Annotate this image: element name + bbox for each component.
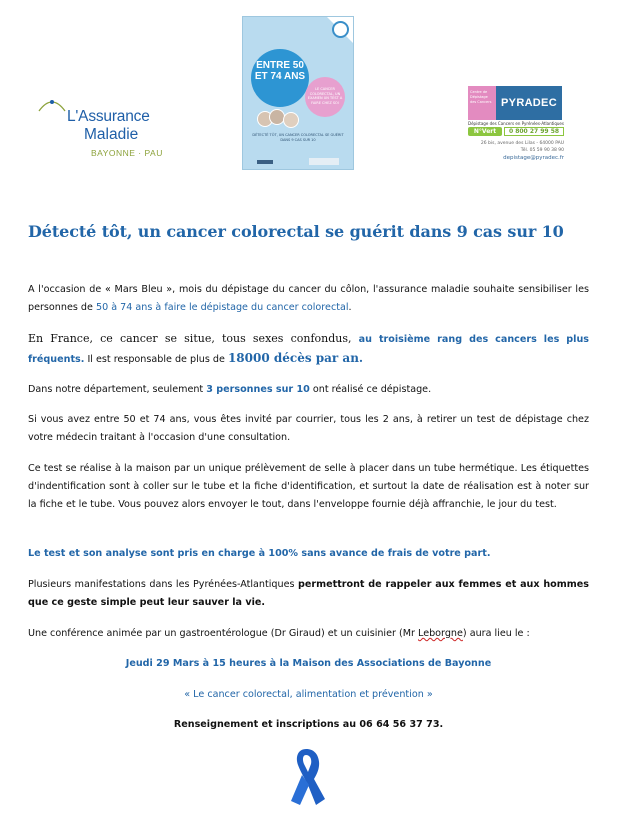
p3-text-c: ont réalisé ce dépistage. (309, 384, 432, 395)
pyradec-side-box: Centre de Dépistage des Cancers (468, 86, 496, 120)
p8-text-a: Une conférence animée par un gastroentérologue (Dr Giraud) et un cuisinier (Mr (28, 628, 419, 639)
brochure-logo-icon (332, 21, 349, 38)
pyradec-numero-vert (468, 127, 564, 136)
brochure-image (242, 16, 354, 170)
paragraph-department (28, 381, 589, 399)
pyradec-email: depistage@pyradec.fr (503, 155, 564, 161)
page-title: Détecté tôt, un cancer colorectal se guérit dans 9 cas sur 10 (28, 222, 564, 241)
paragraph-france-rank (28, 330, 589, 369)
logo-arc-icon (35, 95, 69, 113)
pyradec-subtitle: Dépistage des Cancers en Pyrénées-Atlantiques (468, 121, 564, 126)
am-logo-line2: Maladie (84, 126, 139, 143)
p2-text-c: Il est responsable de plus de (84, 354, 228, 365)
paragraph-mars-bleu (28, 281, 589, 317)
numero-vert-label: N°Vert (468, 127, 502, 136)
brochure-footer-logo (309, 158, 339, 165)
am-logo-line1: L'Assurance (67, 108, 150, 125)
am-logo-line3: BAYONNE · PAU (91, 148, 163, 158)
pyradec-logo (466, 86, 566, 176)
brochure-photos (257, 109, 301, 127)
p3-highlight: 3 personnes sur 10 (206, 384, 310, 395)
p3-text-a: Dans notre département, seulement (28, 384, 207, 395)
pyradec-address (476, 140, 564, 154)
assurance-maladie-logo (33, 95, 163, 165)
paragraph-events (28, 576, 589, 612)
p1-text-a: A l'occasion de « Mars Bleu », mois du dépistage du cancer du côlon, l'assurance maladie souhaite sensibiliser les personnes de (28, 284, 589, 313)
paragraph-conference (28, 625, 589, 643)
p7-text-a: Plusieurs manifestations dans les Pyrénées-Atlantiques (28, 579, 298, 590)
p8-text-c: ) aura lieu le : (462, 628, 530, 639)
paragraph-test-procedure: Ce test se réalise à la maison par un unique prélèvement de selle à placer dans un tube hermétique. Les étiquettes d'indentification sont à coller sur le tube et la fiche d'identification, et surtout la date de réalisation est à noter sur la fiche et le tube. Vous pouvez alors envoyer le tout, dans l'enveloppe fournie déjà affranchie, le jour du test. (28, 463, 589, 510)
event-date: Jeudi 29 Mars à 15 heures à la Maison des Associations de Bayonne (125, 658, 492, 669)
paragraph-coverage: Le test et son analyse sont pris en charge à 100% sans avance de frais de votre part. (28, 548, 491, 559)
p1-highlight: 50 à 74 ans à faire le dépistage du cancer colorectal (95, 302, 349, 313)
brochure-big-text: ENTRE 50 ET 74 ANS (251, 49, 309, 107)
pyradec-tel: Tél. 05 59 90 38 90 (520, 148, 564, 153)
p2-deaths: 18000 décès par an. (227, 351, 364, 365)
p2-text-a: En France, ce cancer se situe, tous sexes confondus, (28, 332, 359, 345)
brochure-bubble: LE CANCER COLORECTAL, UN EXAMEN UN TEST A FAIRE CHEZ SOI (305, 77, 345, 117)
p7-bold: permettront de rappeler aux femmes et aux hommes que ce geste simple peut leur sauver la vie. (28, 579, 589, 608)
paragraph-invitation: Si vous avez entre 50 et 74 ans, vous êtes invité par courrier, tous les 2 ans, à retirer un test de dépistage chez votre médecin traitant à l'occasion d'une consultation. (28, 414, 589, 443)
blue-ribbon-icon (283, 745, 329, 809)
event-title: « Le cancer colorectal, alimentation et prévention » (184, 689, 433, 700)
p1-text-c: . (348, 302, 352, 313)
contact-line: Renseignement et inscriptions au 06 64 56 37 73. (173, 719, 444, 730)
brochure-footer-mark (257, 160, 273, 164)
pyradec-street: 26 bis, avenue des Lilas - 64000 PAU (480, 141, 564, 146)
brochure-caption: DÉTECTÉ TÔT, UN CANCER COLORECTAL SE GUÉRIT DANS 9 CAS SUR 10 (252, 133, 344, 142)
p8-name: Leborgne (418, 628, 463, 639)
p2-highlight: au troisième rang des cancers les plus fréquents. (28, 334, 589, 365)
numero-vert-number: 0 800 27 99 58 (504, 127, 564, 136)
pyradec-name: PYRADEC (496, 86, 562, 120)
